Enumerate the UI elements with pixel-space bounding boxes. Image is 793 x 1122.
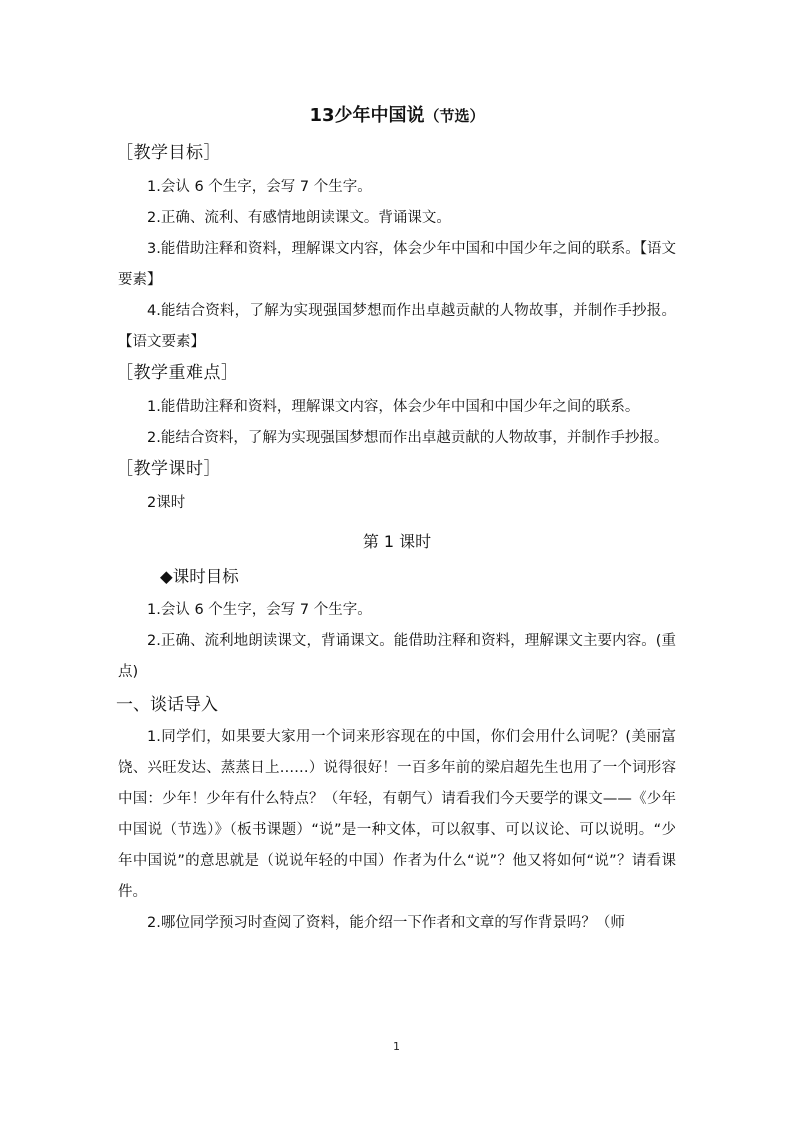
- document-title: [118, 102, 676, 130]
- lesson-goal-item: 2.正确、流利地朗读课文，背诵课文。能借助注释和资料，理解课文主要内容。(重点): [118, 633, 676, 680]
- title-sub: （节选）: [424, 107, 485, 125]
- hours-value: 2课时: [147, 495, 186, 511]
- page-number: 1: [393, 1040, 400, 1053]
- lesson-goals-heading: ◆课时目标: [160, 567, 239, 586]
- intro-paragraph: 1.同学们，如果要大家用一个词来形容现在的中国，你们会用什么词呢？(美丽富饶、兴旺发达、蒸蒸日上……）说得很好！一百多年前的梁启超先生也用了一个词形容中国：少年！少年有什么特点？（年轻，有朝气）请看我们今天要学的课文——《少年中国说（节选）》（板书课题）“说”是一种文体，可以叙事、可以议论、可以说明。“少年中国说”的意思就是（说说年轻的中国）作者为什么“说”？他又将如何“说”？请看课件。: [118, 729, 676, 900]
- title-main: 13少年中国说: [309, 105, 425, 126]
- lesson-goal-item: 1.会认 6 个生字，会写 7 个生字。: [147, 602, 372, 618]
- goal-item: 1.会认 6 个生字，会写 7 个生字。: [147, 179, 372, 195]
- lesson1-heading: 第 1 课时: [362, 532, 432, 551]
- intro-heading: 一、谈话导入: [116, 695, 218, 715]
- goals-heading: ［教学目标］: [116, 143, 221, 163]
- document-content: [118, 102, 676, 939]
- goal-item: 2.正确、流利、有感情地朗读课文。背诵课文。: [147, 210, 451, 226]
- intro-paragraph: 2.哪位同学预习时查阅了资料，能介绍一下作者和文章的写作背景吗？（师: [147, 915, 625, 931]
- goal-item: 3.能借助注释和资料，理解课文内容，体会少年中国和中国少年之间的联系。【语文要素】: [118, 241, 676, 288]
- keypoint-item: 2.能结合资料，了解为实现强国梦想而作出卓越贡献的人物故事，并制作手抄报。: [147, 430, 669, 446]
- keypoints-heading: ［教学重难点］: [116, 363, 239, 383]
- goal-item: 4.能结合资料，了解为实现强国梦想而作出卓越贡献的人物故事，并制作手抄报。【语文要素】: [118, 303, 676, 350]
- hours-heading: ［教学课时］: [116, 459, 221, 479]
- keypoint-item: 1.能借助注释和资料，理解课文内容，体会少年中国和中国少年之间的联系。: [147, 399, 640, 415]
